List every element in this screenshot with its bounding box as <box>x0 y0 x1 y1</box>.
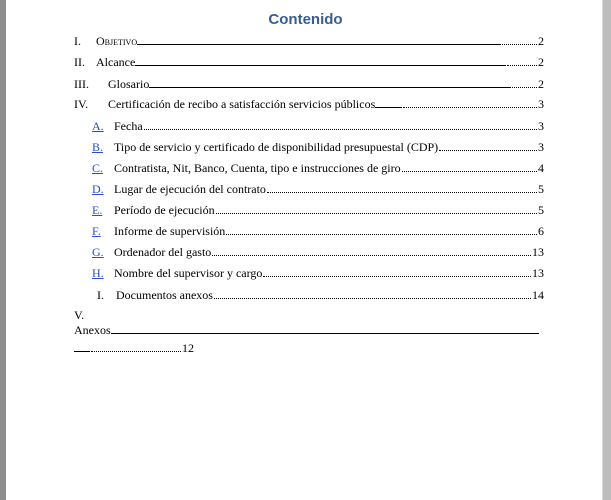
toc-subentry-page: 3 <box>538 119 544 133</box>
toc-entry-underline <box>375 97 402 108</box>
toc-entry-objetivo[interactable] <box>74 34 544 48</box>
toc-subentry-text: Informe de supervisión <box>114 224 226 238</box>
toc-subentry-letter: I. <box>97 288 104 302</box>
toc-entry-text: Certificación de recibo a satisfacción servicios públicos <box>108 97 376 111</box>
viewer-left-border <box>0 0 6 500</box>
toc-entry-underline <box>135 55 506 66</box>
toc-subentry-letter-link[interactable]: A. <box>92 119 104 133</box>
toc-subentry-text: Fecha <box>114 119 143 133</box>
toc-subentry-letter-link[interactable]: F. <box>92 224 101 238</box>
toc-subentry-text: Ordenador del gasto <box>114 245 212 259</box>
toc-subentry-contratista[interactable] <box>92 161 544 175</box>
toc-subentry-page: 14 <box>532 288 544 302</box>
toc-subentry-letter-link[interactable]: H. <box>92 266 104 280</box>
toc-subentry-leader <box>263 266 531 277</box>
toc-subentry-letter-link[interactable]: C. <box>92 161 104 175</box>
toc-subentry-leader <box>216 203 537 214</box>
toc-entry-leader <box>91 341 181 352</box>
toc-entry-number: IV. <box>74 97 89 111</box>
toc-entry-alcance[interactable] <box>74 55 544 69</box>
toc-subentry-leader <box>439 140 537 151</box>
toc-subentry-page: 13 <box>532 266 544 280</box>
toc-entry-text: Alcance <box>96 55 136 69</box>
viewer-scrollbar[interactable] <box>603 0 611 500</box>
toc-subentry-leader <box>226 224 537 235</box>
toc-entry-leader <box>403 97 537 108</box>
toc-subentry-periodo[interactable] <box>92 203 544 217</box>
toc-entry-leader <box>512 77 537 88</box>
toc-subentry-page: 4 <box>538 161 544 175</box>
toc-subentry-page: 3 <box>538 140 544 154</box>
toc-subentry-text: Período de ejecución <box>114 203 215 217</box>
toc-subentry-letter-link[interactable]: D. <box>92 182 104 196</box>
toc-entry-number: I. <box>74 34 81 48</box>
toc-entry-anexos-continuation <box>74 341 194 355</box>
toc-subentry-letter-link[interactable]: B. <box>92 140 104 154</box>
toc-entry-underline <box>137 34 501 45</box>
toc-subentry-letter-link[interactable]: G. <box>92 245 104 259</box>
toc-entry-anexos-number: V. <box>74 308 85 322</box>
toc-entry-text: Objetivo <box>96 34 138 48</box>
toc-subentry-leader <box>144 119 537 130</box>
toc-entry-underline <box>111 323 539 334</box>
toc-subentry-lugar[interactable] <box>92 182 544 196</box>
toc-subentry-fecha[interactable] <box>92 119 544 133</box>
toc-entry-text: Glosario <box>108 77 150 91</box>
toc-subentry-tipo-servicio[interactable] <box>92 140 544 154</box>
toc-subentry-leader <box>402 161 537 172</box>
toc-entry-page: 12 <box>182 341 194 355</box>
toc-subentry-ordenador[interactable] <box>92 245 544 259</box>
toc-subentry-page: 6 <box>538 224 544 238</box>
toc-entry-certificacion[interactable] <box>74 97 544 111</box>
toc-entry-anexos[interactable] <box>74 323 539 337</box>
toc-subentry-supervisor[interactable] <box>92 266 544 280</box>
toc-subentry-page: 5 <box>538 182 544 196</box>
toc-entry-page: 2 <box>538 77 544 91</box>
toc-subentry-leader <box>212 245 531 256</box>
toc-entry-leader <box>502 34 537 45</box>
toc-subentry-text: Tipo de servicio y certificado de disponibilidad presupuestal (CDP) <box>114 140 439 154</box>
toc-entry-underline <box>74 341 90 352</box>
toc-entry-number: III. <box>74 77 89 91</box>
toc-entry-text: Anexos <box>74 323 111 337</box>
toc-subentry-page: 13 <box>532 245 544 259</box>
toc-subentry-text: Nombre del supervisor y cargo <box>114 266 263 280</box>
toc-subentry-informe[interactable] <box>92 224 544 238</box>
toc-entry-underline <box>149 77 511 88</box>
toc-subentry-leader <box>267 182 537 193</box>
toc-title: Contenido <box>268 11 343 28</box>
toc-entry-page: 2 <box>538 55 544 69</box>
toc-subentry-text: Lugar de ejecución del contrato <box>114 182 266 196</box>
toc-subentry-text: Contratista, Nit, Banco, Cuenta, tipo e instrucciones de giro <box>114 161 401 175</box>
toc-entry-leader <box>507 55 537 66</box>
toc-subentry-text: Documentos anexos <box>116 288 213 302</box>
toc-entry-page: 2 <box>538 34 544 48</box>
toc-subentry-letter-link[interactable]: E. <box>92 203 103 217</box>
toc-entry-page: 3 <box>538 97 544 111</box>
toc-subentry-leader <box>214 288 531 299</box>
toc-subentry-page: 5 <box>538 203 544 217</box>
toc-entry-number: II. <box>74 55 85 69</box>
toc-subentry-documentos[interactable] <box>97 288 544 302</box>
toc-entry-glosario[interactable] <box>74 77 544 91</box>
